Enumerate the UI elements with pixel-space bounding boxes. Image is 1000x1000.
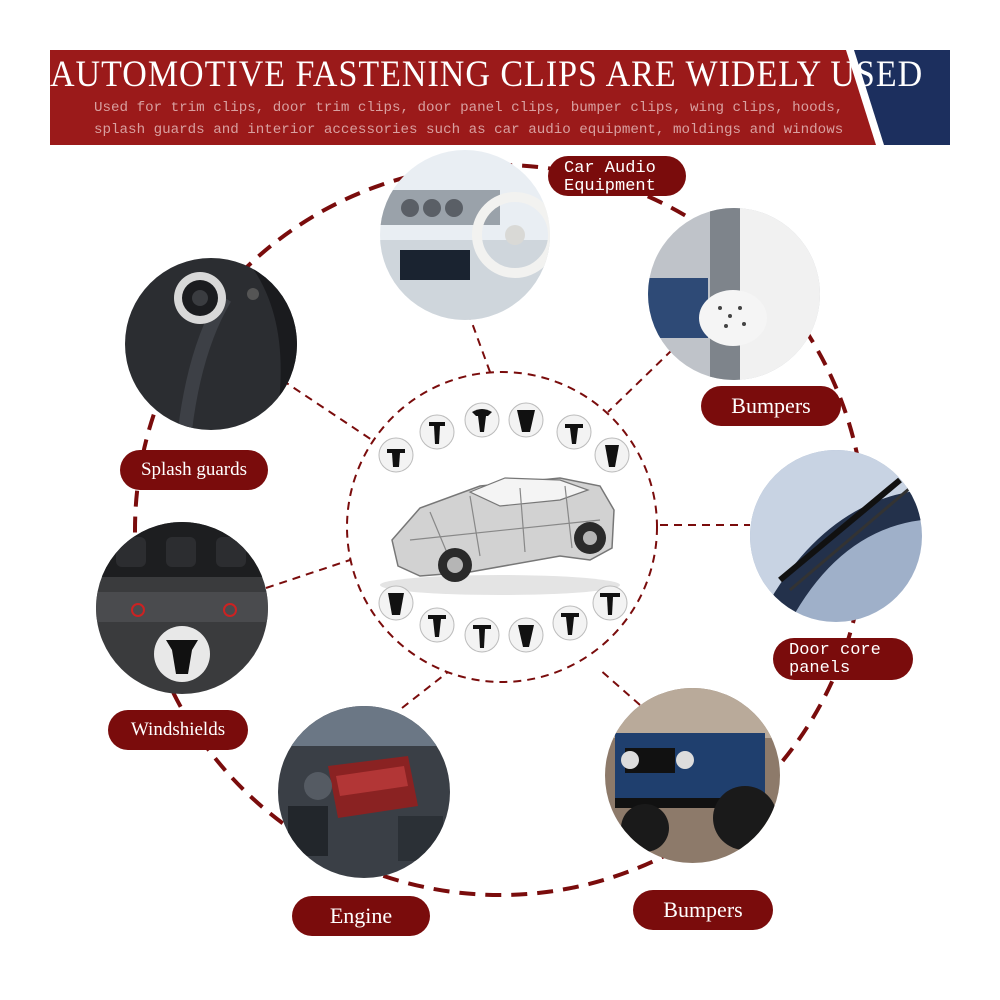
spoke-engine [402,672,448,708]
clip-icon [593,586,627,620]
car-audio-photo [380,150,550,320]
door-core-panels-photo [750,450,922,622]
car-chassis-icon [380,478,620,595]
clip-icons-bottom [379,586,627,652]
label-bumpers-top: Bumpers [701,386,841,426]
clip-icon [509,618,543,652]
label-engine: Engine [292,896,430,936]
label-car-audio-equipment [548,156,686,196]
spoke-windshields [266,560,350,588]
clip-icon [379,438,413,472]
clip-icon [465,618,499,652]
label-door-core-line1: Door core [789,641,881,660]
clip-icon [509,403,543,437]
clip-icon [465,403,499,437]
clip-icon [557,415,591,449]
windshields-photo [96,522,268,694]
clip-icon [420,415,454,449]
clip-icon [420,608,454,642]
label-car-audio-line2: Equipment [564,177,656,196]
spoke-audio [468,312,490,372]
spoke-bumpers-top [608,350,672,412]
label-car-audio-line1: Car Audio [564,159,656,178]
banner-subtitle-line2: splash guards and interior accessories such as car audio equipment, moldings and windows [94,122,844,138]
spoke-splash [282,380,372,440]
bumpers-top-photo [648,208,820,380]
label-bumpers-bottom: Bumpers [633,890,773,930]
label-windshields: Windshields [108,710,248,750]
clip-icons-top [379,403,629,472]
clip-icon [553,606,587,640]
label-door-core-line2: panels [789,659,851,678]
banner-subtitle-line1: Used for trim clips, door trim clips, door panel clips, bumper clips, wing clips, hoods, [94,100,844,116]
spoke-bumpers-bottom [598,668,640,705]
clip-icon [379,586,413,620]
label-door-core-panels [773,638,913,680]
banner-title: AUTOMOTIVE FASTENING CLIPS ARE WIDELY USED [50,54,924,95]
engine-photo [278,706,450,878]
label-splash-guards: Splash guards [120,450,268,490]
bumpers-bottom-photo [605,688,780,863]
splash-guards-photo [125,258,297,430]
clip-icon [595,438,629,472]
